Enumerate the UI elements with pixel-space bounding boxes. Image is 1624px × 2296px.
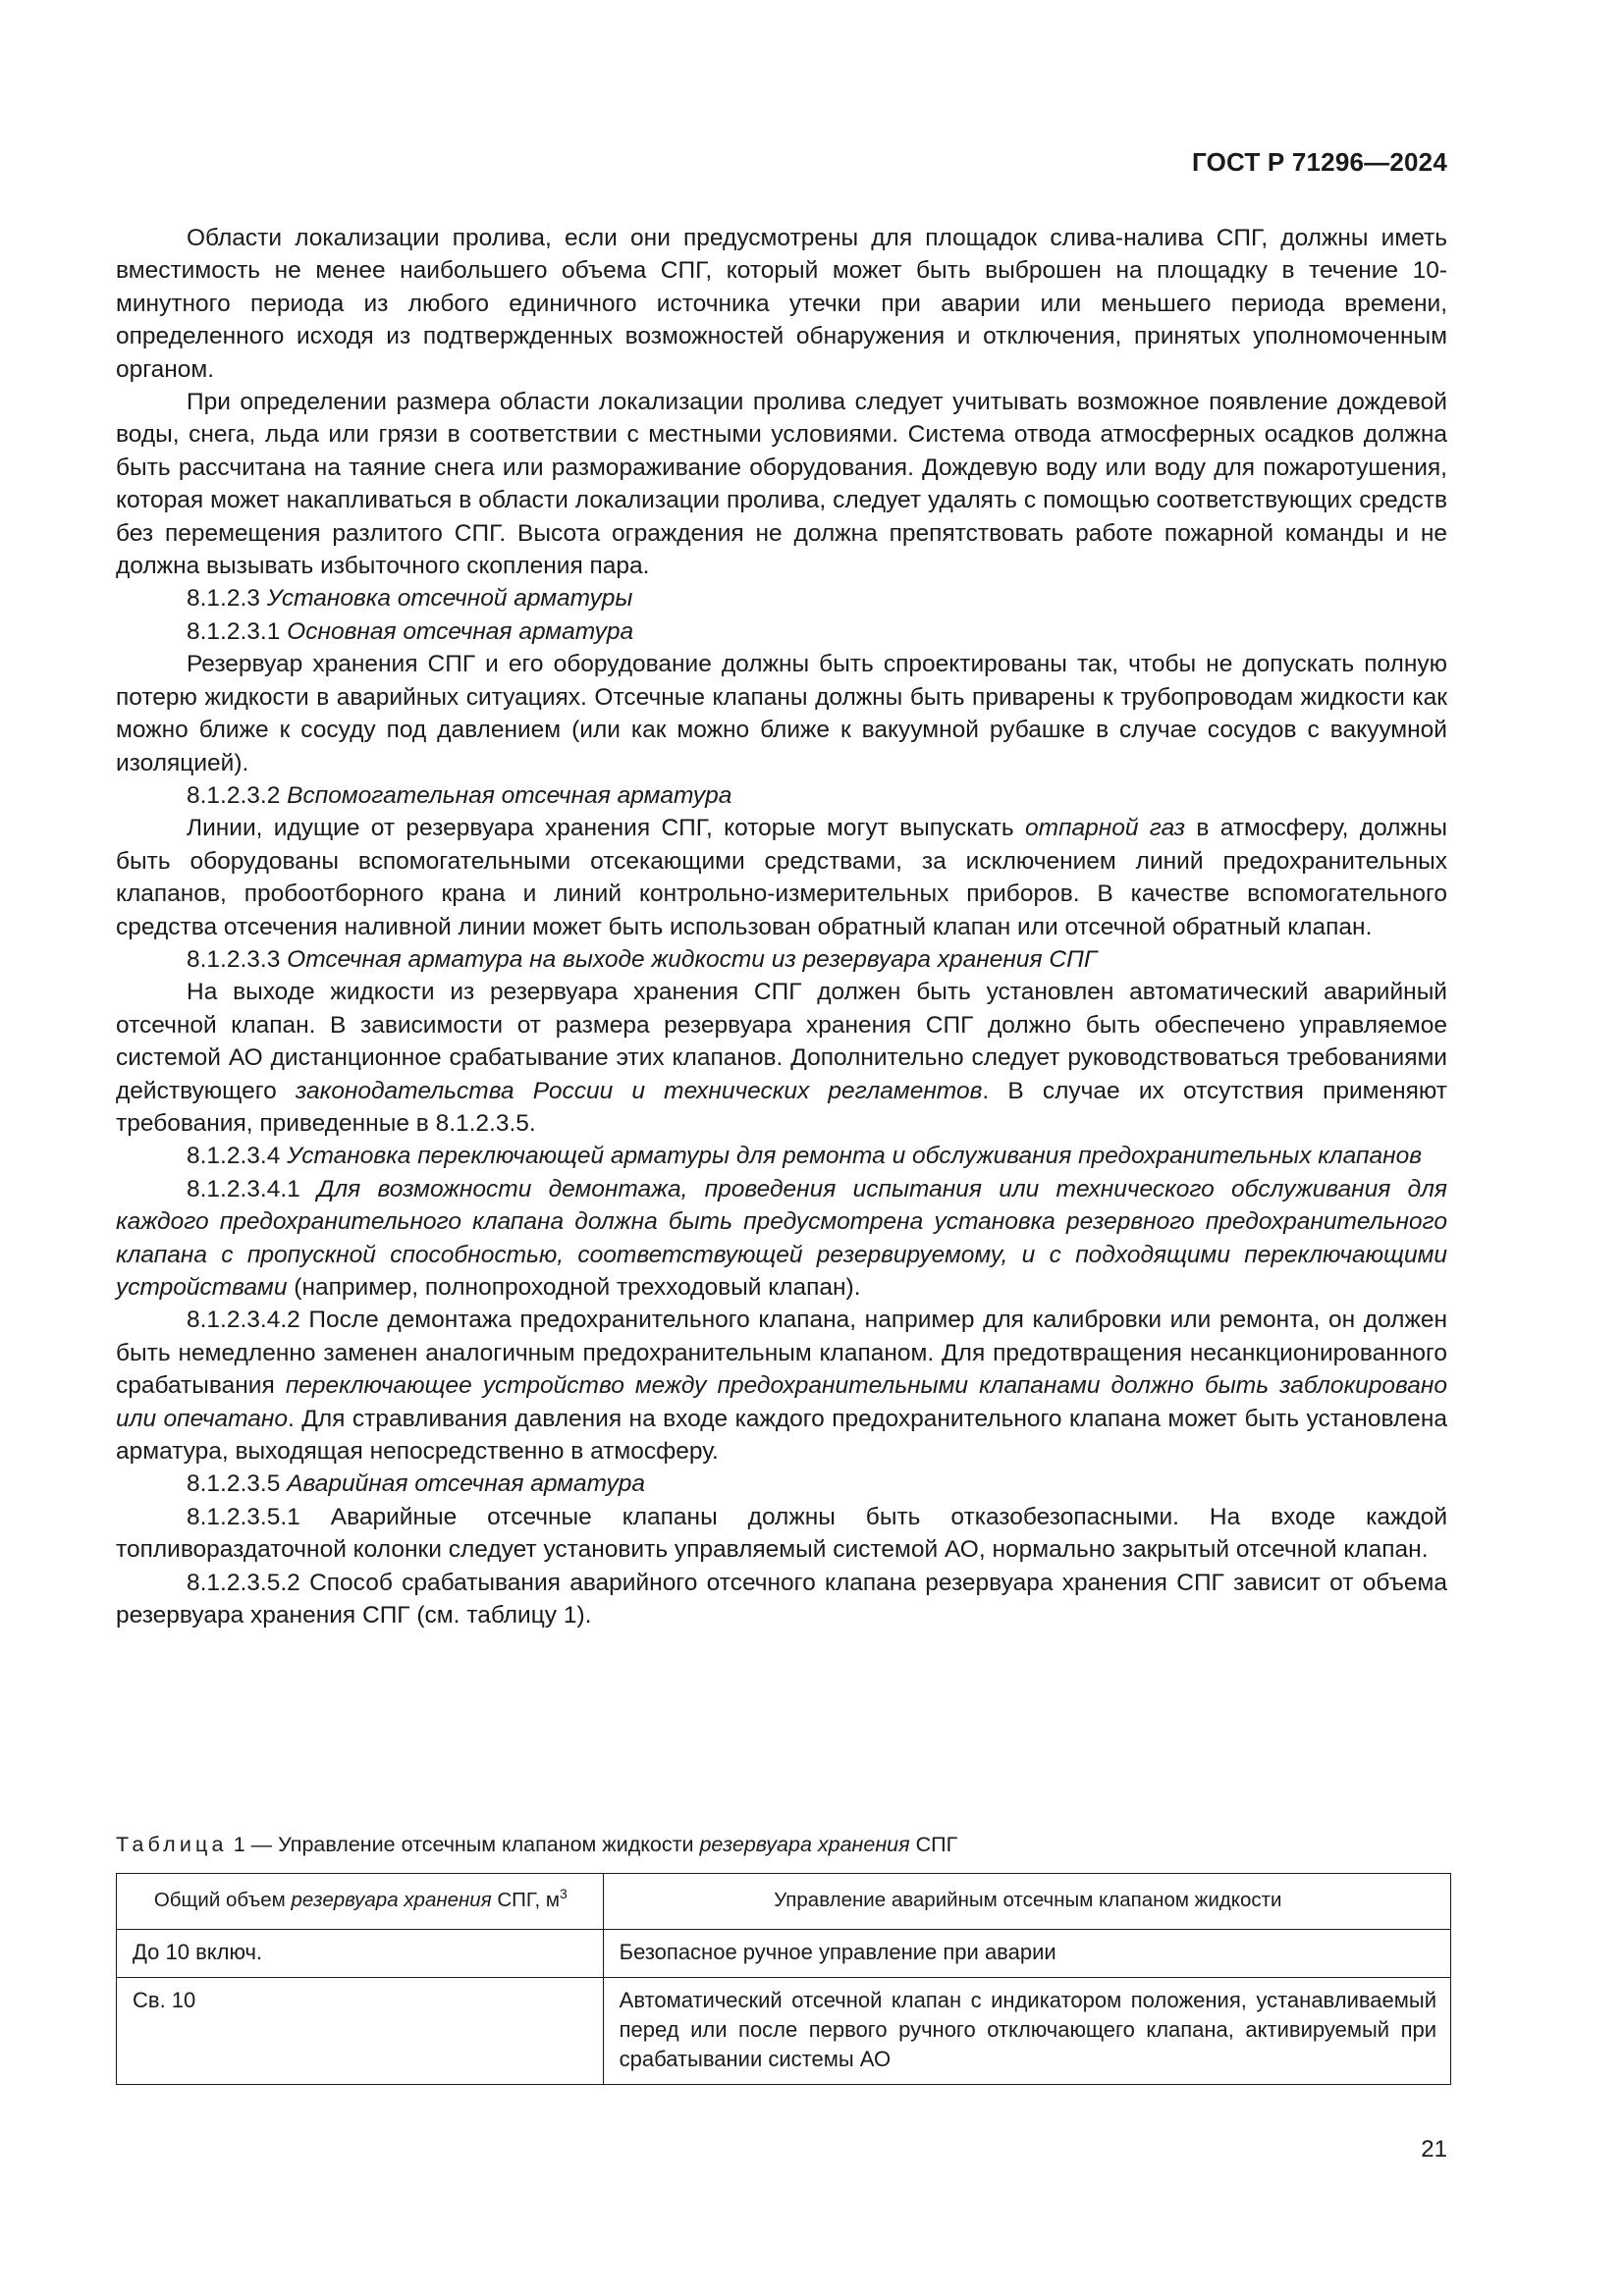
section-title: Установка переключающей арматуры для ремонта и обслуживания предохранительных клапанов [287, 1143, 1423, 1170]
column-header: Управление аварийным отсечным клапаном жидкости [603, 1874, 1450, 1930]
header-superscript: 3 [560, 1886, 568, 1902]
section-heading [116, 615, 1447, 648]
paragraph: Резервуар хранения СПГ и его оборудование должны быть спроектированы так, чтобы не допускать полную потерю жидкости в аварийных ситуациях. Отсечные клапаны должны быть приварены к трубопроводам жидкости как можно ближе к сосуду под давлением (или как можно ближе к вакуумной рубашке в случае сосудов с вакуумной изоляцией). [116, 651, 1447, 776]
column-header [117, 1874, 604, 1930]
italic-term: переключающее устройство между предохранительными клапанами должно быть заблокировано или опечатано [116, 1372, 1447, 1432]
table-caption [116, 1830, 1447, 1859]
section-number: 8.1.2.3.5 [187, 1470, 281, 1498]
text-run: После демонтажа предохранительного клапана, например для калибровки или ремонта, он должен быть немедленно заменен аналогичным предохранительным клапаном. Для предотвращения несанкционированного срабатывания [116, 1307, 1447, 1400]
section-number: 8.1.2.3.1 [187, 617, 281, 645]
text-run: На выходе жидкости из резервуара хранения СПГ должен быть установлен автоматический аварийный отсечной клапан. В зависимости от размера резервуара хранения СПГ должно быть обеспечено управляемое системой АО дистанционное срабатывание этих клапанов. Дополнительно следует руководствоваться требованиями действующего [116, 979, 1447, 1104]
text-run: Линии, идущие от резервуара хранения СПГ, которые могут выпускать [187, 815, 1014, 842]
header-text: Общий объем [153, 1889, 286, 1911]
section-title: Установка отсечной арматуры [266, 585, 633, 613]
paragraph [116, 1304, 1447, 1468]
data-table [116, 1873, 1451, 2085]
table-cell: Безопасное ручное управление при аварии [603, 1930, 1450, 1978]
paragraph: 8.1.2.3.5.1 Аварийные отсечные клапаны должны быть отказобезопасными. На входе каждой топливораздаточной колонки следует установить управляемый системой АО, нормально закрытый отсечной клапан. [116, 1503, 1447, 1564]
table-cell: Св. 10 [117, 1978, 604, 2085]
page-number: 21 [1421, 2136, 1447, 2163]
section-number: 8.1.2.3.4 [187, 1143, 281, 1170]
table-caption-text: СПГ [915, 1833, 958, 1856]
table-cell: Автоматический отсечной клапан с индикатором положения, устанавливаемый перед или после первого ручного отключающего клапана, активируемый при срабатывании системы АО [603, 1978, 1450, 2085]
text-run: . В случае их отсутствия применяют требования, приведенные в 8.1.2.3.5. [116, 1077, 1447, 1137]
header-italic: резервуара хранения [291, 1889, 492, 1911]
table-row [117, 1978, 1451, 2085]
section-title: Аварийная отсечная арматура [287, 1470, 645, 1498]
paragraph [116, 976, 1447, 1140]
paragraph [116, 812, 1447, 943]
body-text [116, 222, 1447, 1631]
section-heading [116, 943, 1447, 976]
section-number: 8.1.2.3.4.2 [187, 1307, 300, 1334]
document-id: ГОСТ Р 71296—2024 [1192, 147, 1447, 177]
paragraph [116, 1173, 1447, 1305]
table-caption-label: Таблица [116, 1833, 228, 1856]
paragraph: 8.1.2.3.5.2 Способ срабатывания аварийного отсечного клапана резервуара хранения СПГ зависит от объема резервуара хранения СПГ (см. таблицу 1). [116, 1569, 1447, 1629]
italic-term: Для возможности демонтажа, проведения испытания или технического обслуживания для каждого предохранительного клапана должна быть предусмотрена установка резервного предохранительного клапана с пропускной способностью, соответствующей резервируемому, и с подходящими переключающими устройствами [116, 1175, 1447, 1301]
table-cell: До 10 включ. [117, 1930, 604, 1978]
paragraph: Области локализации пролива, если они предусмотрены для площадок слива-налива СПГ, должны иметь вместимость не менее наибольшего объема СПГ, который может быть выброшен на площадку в течение 10-минутного периода из любого единичного источника утечки при аварии или меньшего периода времени, определенного исходя из подтвержденных возможностей обнаружения и отключения, принятых уполномоченным органом. [116, 225, 1447, 383]
header-text: СПГ, м [497, 1889, 560, 1911]
section-heading [116, 582, 1447, 614]
text-run: (например, полнопроходной трехходовый клапан). [294, 1274, 861, 1301]
table-header-row [117, 1874, 1451, 1930]
section-title: Вспомогательная отсечная арматура [287, 781, 732, 809]
section-number: 8.1.2.3.4.1 [187, 1175, 300, 1202]
table-caption-text: — Управление отсечным клапаном жидкости [250, 1833, 694, 1856]
section-title: Отсечная арматура на выходе жидкости из резервуара хранения СПГ [287, 945, 1098, 973]
section-number: 8.1.2.3 [187, 585, 260, 613]
section-number: 8.1.2.3.2 [187, 781, 281, 809]
table-row [117, 1930, 1451, 1978]
italic-term: отпарной газ [1024, 815, 1186, 842]
section-number: 8.1.2.3.3 [187, 945, 281, 973]
italic-term: законодательства России и технических регламентов [295, 1077, 983, 1104]
section-heading [116, 779, 1447, 812]
section-heading [116, 1140, 1447, 1172]
text-run: . Для стравливания давления на входе каждого предохранительного клапана может быть установлена арматура, выходящая непосредственно в атмосферу. [116, 1405, 1447, 1466]
table-caption-number: 1 [233, 1833, 245, 1856]
paragraph: При определении размера области локализации пролива следует учитывать возможное появление дождевой воды, снега, льда или грязи в соответствии с местными условиями. Система отвода атмосферных осадков должна быть рассчитана на таяние снега или размораживание оборудования. Дождевую воду или воду для пожаротушения, которая может накапливаться в области локализации пролива, следует удалять с помощью соответствующих средств без перемещения разлитого СПГ. Высота ограждения не должна препятствовать работе пожарной команды и не должна вызывать избыточного скопления пара. [116, 389, 1447, 580]
section-heading [116, 1468, 1447, 1500]
table-caption-italic: резервуара хранения [699, 1833, 910, 1856]
text-run: в атмосферу, должны быть оборудованы вспомогательными отсекающими средствами, за исключением линий предохранительных клапанов, пробоотборного крана и линий контрольно-измерительных приборов. В качестве вспомогательного средства отсечения наливной линии может быть использован обратный клапан или отсечной обратный клапан. [116, 815, 1448, 940]
section-title: Основная отсечная арматура [287, 617, 634, 645]
